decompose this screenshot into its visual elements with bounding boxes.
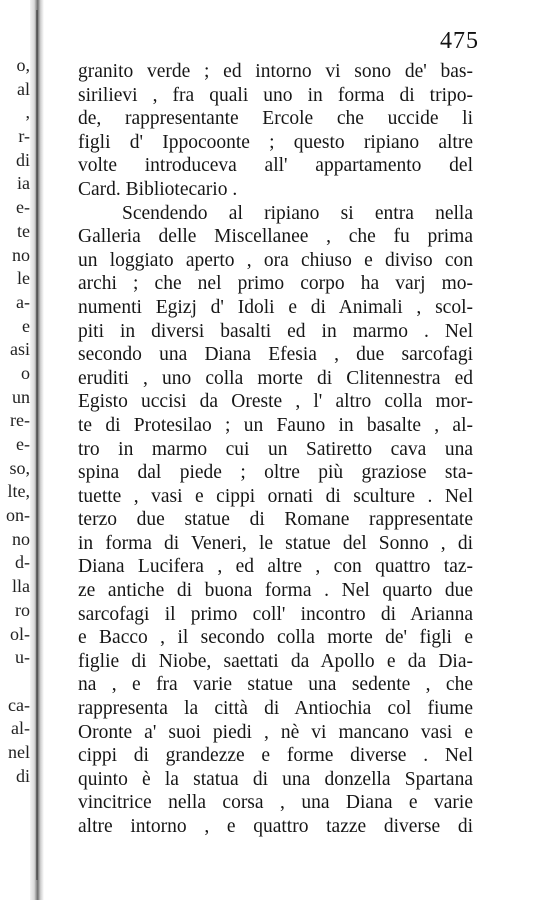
text-line: altre intorno , e quattro tazze diverse di: [78, 816, 473, 837]
text-line: volte introduceva all' appartamento del: [78, 155, 473, 177]
text-line: na , e fra varie statue una sedente , che: [78, 674, 473, 696]
text-line: tuette , vasi e cippi ornati di sculture . Nel: [78, 485, 473, 507]
left-fragment-line: un: [12, 386, 30, 407]
text-line: e Bacco , il secondo colla morte de' figli e: [78, 627, 473, 649]
left-fragment-line: r-: [18, 126, 30, 147]
left-fragment-line: o,: [16, 55, 30, 75]
left-fragment-line: o: [21, 362, 30, 383]
left-fragment-line: ol-: [10, 623, 30, 644]
text-line: cippi di grandezze e forme diverse . Nel: [78, 745, 473, 767]
left-fragment-line: le: [17, 268, 30, 289]
text-line: granito verde ; ed intorno vi sono de' bas-: [78, 61, 473, 82]
left-page-fragment: [0, 54, 30, 788]
left-fragment-line: al-: [11, 718, 30, 739]
text-line: terzo due statue di Romane rappresentate: [78, 509, 473, 531]
left-fragment-line: al: [17, 78, 30, 99]
text-line: de, rappresentante Ercole che uccide li: [78, 108, 473, 130]
left-fragment-line: u-: [15, 647, 30, 668]
text-line: sirilievi , fra quali uno in forma di tripo-: [78, 84, 473, 106]
text-line: eruditi , uno colla morte di Clitennestra ed: [78, 367, 473, 389]
left-fragment-line: te: [17, 220, 30, 241]
left-fragment-line: ia: [17, 173, 30, 194]
text-line: un loggiato aperto , ora chiuso e diviso con: [78, 249, 473, 271]
left-fragment-line: [0, 670, 30, 694]
gutter-line: [36, 10, 38, 880]
text-line: tro in marmo cui un Satiretto cava una: [78, 438, 473, 460]
page-text: [78, 60, 473, 839]
left-fragment-line: no: [12, 528, 30, 549]
text-line: figlie di Niobe, saettati da Apollo e da Dia-: [78, 650, 473, 672]
text-line: Oronte a' suoi piedi , nè vi mancano vasi e: [78, 721, 473, 743]
left-fragment-line: e-: [16, 434, 30, 454]
text-line: Diana Lucifera , ed altre , con quattro taz-: [78, 556, 473, 578]
text-line: Card. Bibliotecario .: [78, 178, 238, 200]
left-fragment-line: di: [15, 149, 30, 170]
text-line: rappresenta la città di Antiochia col fiume: [78, 698, 473, 720]
left-fragment-line: ,: [25, 102, 30, 123]
left-fragment-line: d-: [15, 552, 30, 573]
page-number: 475: [440, 28, 479, 54]
left-fragment-line: e: [22, 315, 30, 336]
left-fragment-line: e-: [16, 197, 30, 218]
text-line: numenti Egizj d' Idoli e di Animali , scol-: [78, 296, 473, 318]
left-fragment-line: asi: [10, 339, 30, 360]
left-fragment-line: ro: [15, 599, 30, 620]
text-line: piti in diversi basalti ed in marmo . Nel: [78, 320, 473, 342]
text-line: secondo una Diana Efesia , due sarcofagi: [78, 344, 473, 366]
text-line: ze antiche di buona forma . Nel quarto due: [78, 580, 473, 602]
text-line: Scendendo al ripiano si entra nella: [122, 202, 473, 224]
text-line: archi ; che nel primo corpo ha varj mo-: [78, 273, 473, 295]
left-fragment-line: lte,: [7, 481, 30, 502]
left-fragment-line: on-: [6, 505, 30, 526]
text-line: sarcofagi il primo coll' incontro di Arianna: [78, 603, 473, 625]
text-line: vincitrice nella corsa , una Diana e varie: [78, 792, 473, 814]
left-fragment-line: a-: [16, 291, 30, 312]
text-line: te di Protesilao ; un Fauno in basalte , al-: [78, 414, 473, 436]
left-fragment-line: re-: [10, 410, 30, 431]
text-line: in forma di Veneri, le statue del Sonno , di: [78, 532, 473, 554]
left-fragment-line: ca-: [8, 694, 30, 715]
left-fragment-line: di: [15, 765, 30, 786]
text-line: figli d' Ippocoonte ; questo ripiano altre: [78, 131, 473, 153]
text-line: Galleria delle Miscellanee , che fu prima: [78, 226, 473, 248]
text-line: Egisto uccisi da Oreste , l' altro colla mor-: [78, 391, 473, 413]
left-fragment-line: no: [12, 244, 30, 265]
left-fragment-line: lla: [12, 576, 30, 597]
left-fragment-line: so,: [9, 457, 30, 478]
left-fragment-line: nel: [8, 741, 30, 762]
text-line: quinto è la statua di una donzella Spartana: [78, 768, 473, 790]
text-line: spina dal piede ; oltre più graziose sta-: [78, 462, 473, 484]
